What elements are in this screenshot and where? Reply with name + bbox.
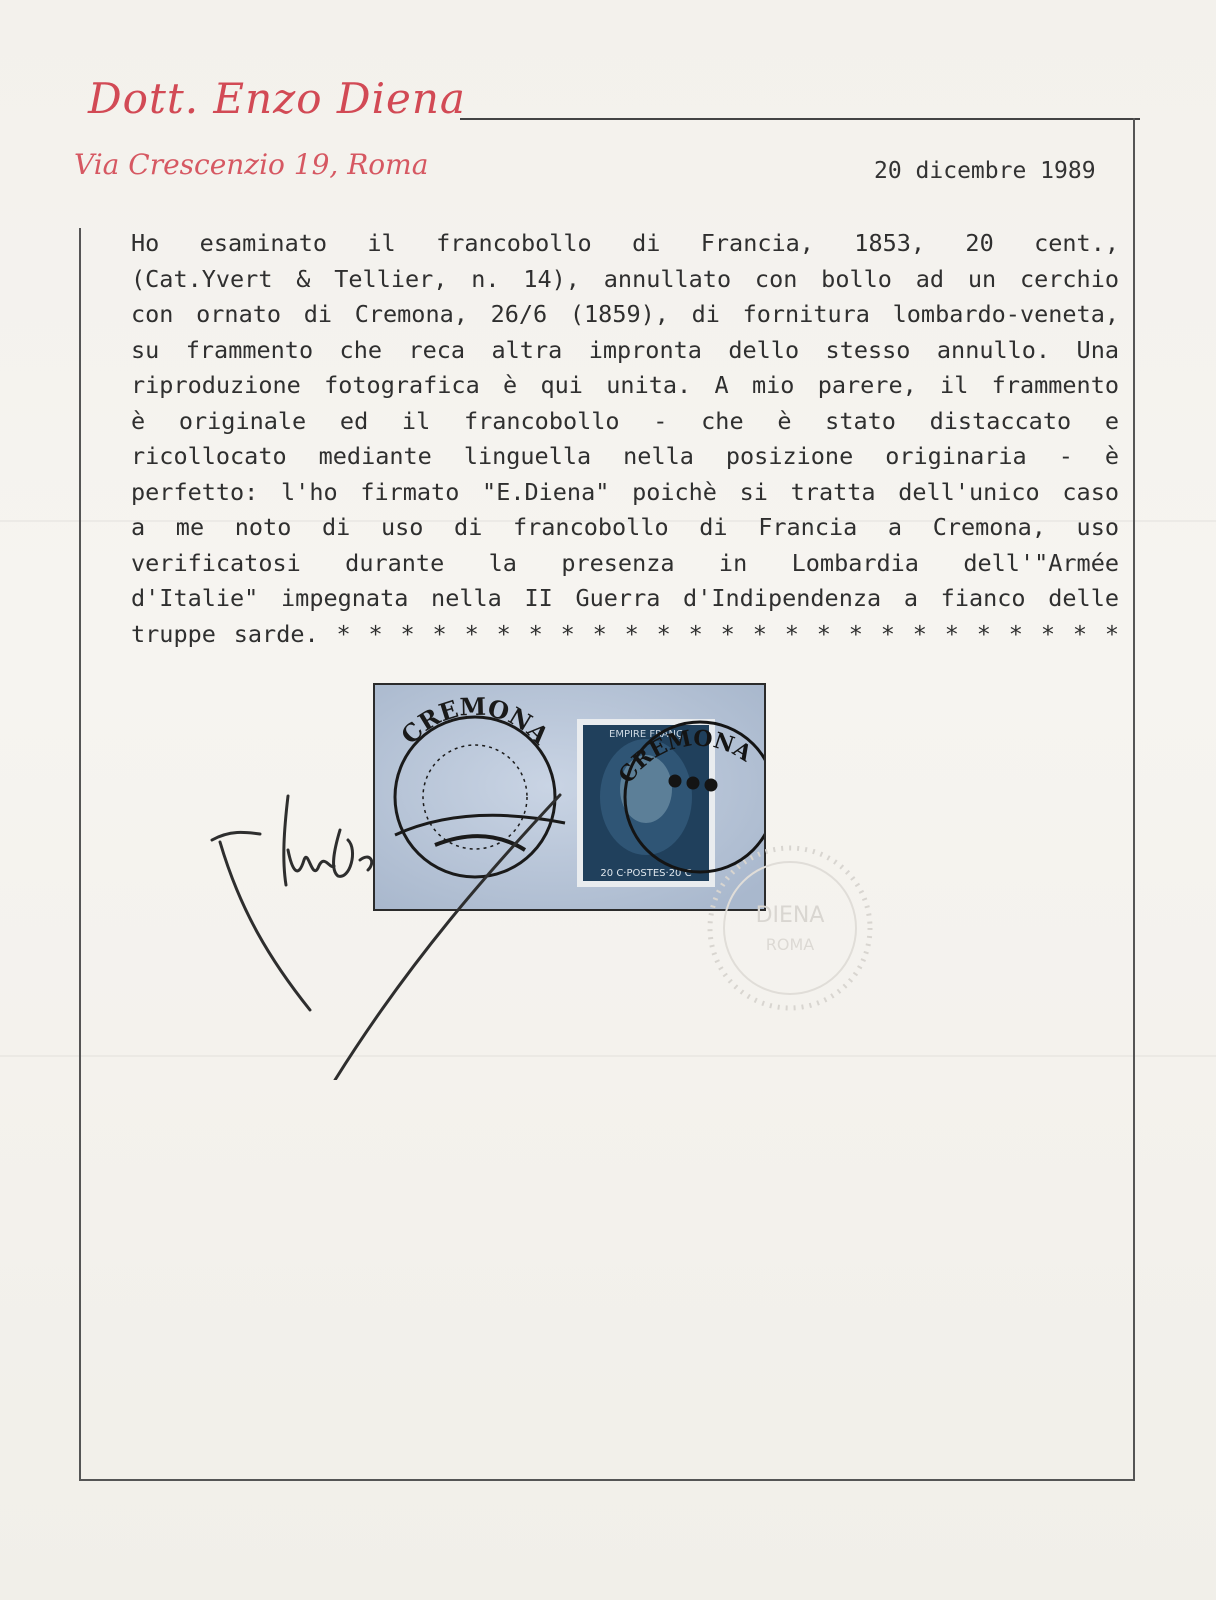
body-line: verificatosi durante la presenza in Lombardia dell'"Armée — [131, 548, 1119, 577]
handwritten-signature — [200, 790, 580, 1080]
body-line: riproduzione fotografica è qui unita. A mio parere, il frammento — [131, 371, 1119, 399]
body-line: ricollocato mediante linguella nella posizione originaria - è — [131, 442, 1119, 470]
body-line: è originale ed il francobollo - che è stato distaccato e — [131, 406, 1119, 435]
body-line: Ho esaminato il francobollo di Francia, 1853, 20 cent., — [131, 229, 1119, 257]
body-line: (Cat.Yvert & Tellier, n. 14), annullato con bollo ad un cerchio — [131, 264, 1119, 293]
seal-text-bottom: ROMA — [765, 935, 815, 954]
body-line: su frammento che reca altra impronta dello stesso annullo. Una — [131, 335, 1119, 364]
paper-fold — [0, 1055, 1216, 1057]
body-line: con ornato di Cremona, 26/6 (1859), di fornitura lombardo-veneta, — [131, 300, 1119, 328]
embossed-seal — [700, 838, 880, 1018]
frame-bottom-rule — [79, 1479, 1135, 1481]
stamp-bottom-label: 20 C·POSTES·20 C — [600, 868, 692, 879]
stamp-top-label: EMPIRE FRANÇ — [609, 729, 683, 740]
postmark-town-left: CREMONA — [395, 691, 555, 750]
body-line: truppe sarde. * * * * * * * * * * * * * * * * * * * * * * * * * — [131, 619, 1119, 648]
body-line: a me noto di uso di francobollo di Francia a Cremona, uso — [131, 513, 1119, 541]
certificate-body — [131, 226, 1119, 652]
letterhead-name: Dott. Enzo Diena — [88, 74, 466, 123]
body-line: d'Italie" impegnata nella II Guerra d'Indipendenza a fianco delle — [131, 584, 1119, 612]
certificate-date: 20 dicembre 1989 — [874, 158, 1096, 184]
frame-left-rule — [79, 228, 81, 1480]
seal-text-top: DIENA — [755, 903, 825, 928]
postmark-town-right: CREMONA — [613, 725, 757, 789]
letterhead-address: Via Crescenzio 19, Roma — [74, 148, 429, 181]
header-rule — [460, 118, 1140, 120]
body-line: perfetto: l'ho firmato "E.Diena" poichè si tratta dell'unico caso — [131, 477, 1119, 506]
frame-right-rule — [1133, 118, 1135, 1480]
